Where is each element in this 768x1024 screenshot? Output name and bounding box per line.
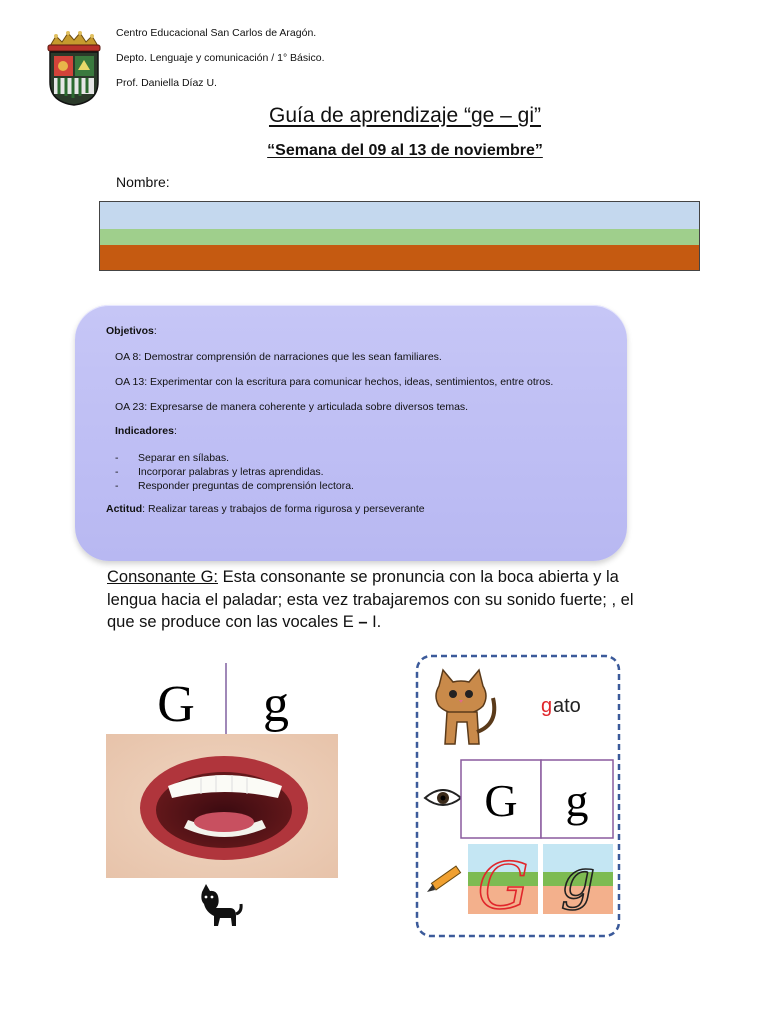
- objective-oa8: OA 8: Demostrar comprensión de narraciones que les sean familiares.: [115, 351, 442, 363]
- indicators-list: [115, 451, 354, 493]
- objectives-heading: Objetivos: [106, 325, 154, 337]
- letter-g-learning-card: [413, 652, 623, 940]
- teacher-line: Prof. Daniella Díaz U.: [116, 77, 217, 89]
- indicator-item: - Separar en sílabas.: [115, 451, 354, 465]
- print-upper-g: G: [484, 775, 518, 826]
- print-lower-g: g: [565, 775, 589, 826]
- word-initial-g: g: [541, 695, 553, 717]
- name-writing-field[interactable]: [99, 201, 700, 271]
- writing-band-earth: [100, 245, 699, 271]
- consonant-description: Consonante G: Esta consonante se pronuncia con la boca abierta y la lengua hacia el paladar; esta vez trabajaremos con su sonido fuerte; , el que se produce con las vocales E – I.: [107, 568, 634, 631]
- indicators-heading-line: Indicadores:: [115, 425, 177, 437]
- consonant-lead: Consonante G:: [107, 568, 218, 586]
- cursive-lower-g: g: [560, 848, 596, 911]
- attitude-label: Actitud: [106, 503, 143, 515]
- indicator-item: - Incorporar palabras y letras aprendidas.: [115, 465, 354, 479]
- page-subtitle: “Semana del 09 al 13 de noviembre”: [267, 142, 543, 159]
- page-title: Guía de aprendizaje “ge – gi”: [268, 104, 541, 127]
- upper-letter-g: G: [157, 676, 195, 733]
- objectives-panel: [75, 305, 627, 561]
- school-crest-logo: [42, 30, 106, 106]
- objective-oa13: OA 13: Experimentar con la escritura para comunicar hechos, ideas, sentimientos, entre otros.: [115, 376, 554, 388]
- objective-oa23: OA 23: Expresarse de manera coherente y articulada sobre diversos temas.: [115, 401, 469, 413]
- letter-pair-left: [130, 663, 335, 739]
- attitude-text: : Realizar tareas y trabajos de forma rigurosa y perseverante: [142, 503, 425, 515]
- department-line: Depto. Lenguaje y comunicación / 1° Básico.: [116, 52, 325, 64]
- cat-silhouette-icon: [196, 882, 244, 930]
- writing-band-grass: [100, 229, 699, 245]
- indicator-item: - Responder preguntas de comprensión lectora.: [115, 479, 354, 493]
- word-rest: ato: [553, 695, 581, 717]
- mouth-image: [106, 734, 338, 878]
- attitude-line: [106, 503, 425, 515]
- indicators-heading: Indicadores: [115, 425, 174, 437]
- cursive-upper-g: G: [477, 850, 529, 924]
- school-name: Centro Educacional San Carlos de Aragón.: [116, 27, 317, 39]
- writing-band-sky: [100, 202, 699, 229]
- objectives-heading-line: Objetivos:: [106, 325, 157, 337]
- lower-letter-g: g: [263, 676, 289, 733]
- name-label: Nombre:: [116, 174, 170, 190]
